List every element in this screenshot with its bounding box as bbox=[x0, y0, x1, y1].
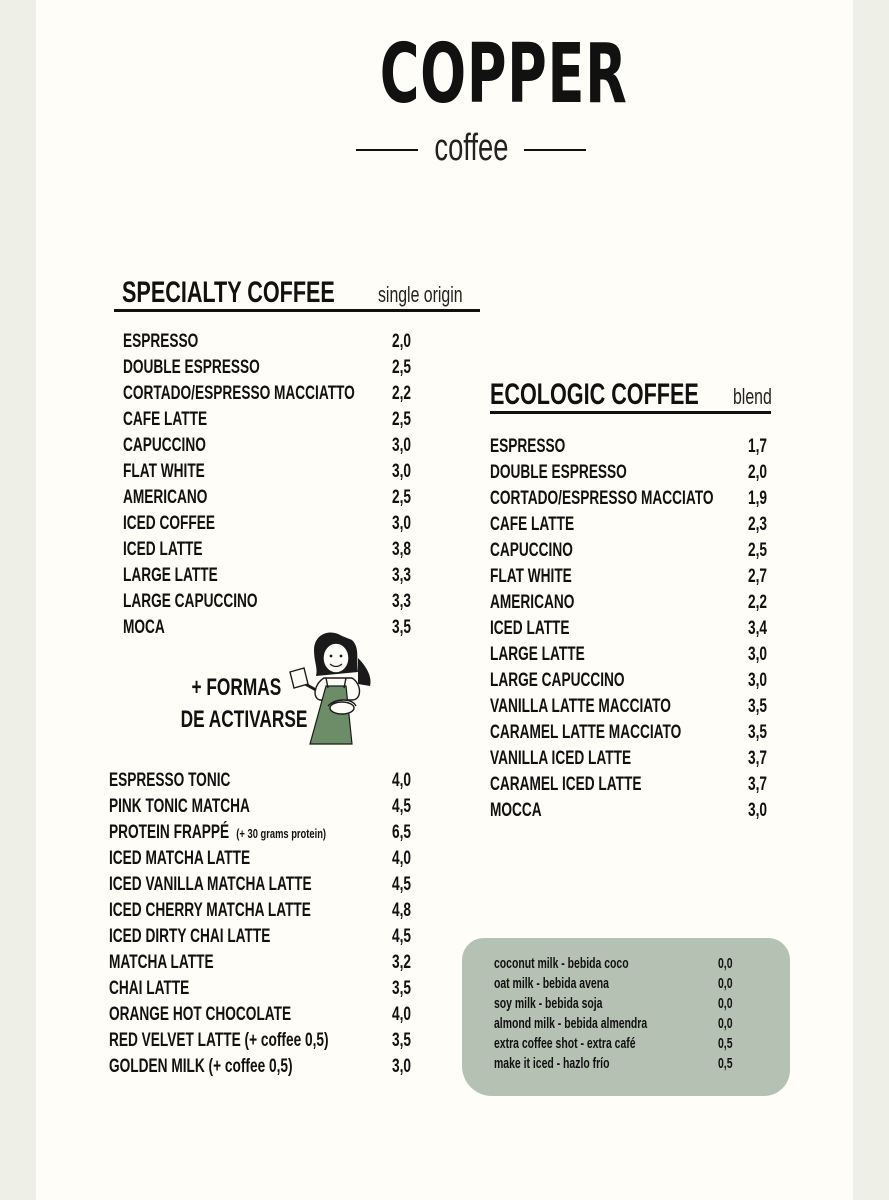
menu-item bbox=[490, 486, 772, 512]
specialty-subtitle-wrap bbox=[378, 282, 495, 308]
item-note: (+ 30 grams protein) bbox=[236, 826, 327, 841]
menu-item bbox=[490, 772, 772, 798]
extra-item bbox=[494, 994, 744, 1014]
formas-line2: DE ACTIVARSE bbox=[180, 706, 308, 733]
ecologic-rule bbox=[490, 411, 771, 414]
extra-price: 0,0 bbox=[718, 996, 733, 1012]
barista-illustration bbox=[286, 628, 376, 746]
item-name: PINK TONIC MATCHA bbox=[109, 796, 250, 817]
item-price: 4,5 bbox=[392, 926, 412, 947]
menu-item bbox=[109, 872, 419, 898]
menu-item bbox=[490, 668, 772, 694]
menu-page bbox=[36, 0, 853, 1200]
item-price: 2,5 bbox=[392, 357, 412, 378]
menu-item bbox=[109, 794, 419, 820]
item-name: CAFE LATTE bbox=[490, 514, 575, 535]
item-name: ICED COFFEE bbox=[123, 513, 215, 534]
menu-item bbox=[109, 924, 419, 950]
item-price: 3,2 bbox=[392, 952, 412, 973]
menu-item bbox=[123, 485, 423, 511]
item-price: 2,3 bbox=[748, 514, 768, 535]
menu-item bbox=[109, 1028, 419, 1054]
item-price: 3,0 bbox=[392, 461, 412, 482]
item-price: 3,5 bbox=[392, 1030, 412, 1051]
item-name: DOUBLE ESPRESSO bbox=[490, 462, 627, 483]
item-name: ESPRESSO bbox=[123, 331, 199, 352]
item-price: 3,5 bbox=[748, 722, 768, 743]
item-name: AMERICANO bbox=[123, 487, 208, 508]
item-price: 4,0 bbox=[392, 1004, 412, 1025]
item-name: ORANGE HOT CHOCOLATE bbox=[109, 1004, 292, 1025]
divider-right bbox=[524, 149, 586, 151]
item-name: CAPUCCINO bbox=[490, 540, 573, 561]
menu-item bbox=[109, 1002, 419, 1028]
item-price: 1,9 bbox=[748, 488, 768, 509]
ecologic-subtitle: blend bbox=[733, 384, 772, 409]
menu-item bbox=[109, 820, 419, 846]
item-name: ESPRESSO TONIC bbox=[109, 770, 231, 791]
item-price: 2,5 bbox=[748, 540, 768, 561]
item-name: ICED LATTE bbox=[123, 539, 203, 560]
item-name: ICED DIRTY CHAI LATTE bbox=[109, 926, 271, 947]
extra-item bbox=[494, 1034, 744, 1054]
item-price: 3,0 bbox=[392, 435, 412, 456]
extra-item bbox=[494, 974, 744, 994]
item-price: 3,8 bbox=[392, 539, 412, 560]
item-name: DOUBLE ESPRESSO bbox=[123, 357, 260, 378]
item-name: VANILLA LATTE MACCIATO bbox=[490, 696, 671, 717]
extra-name: coconut milk - bebida coco bbox=[494, 956, 629, 972]
menu-item bbox=[109, 846, 419, 872]
menu-item bbox=[123, 433, 423, 459]
extra-price: 0,0 bbox=[718, 956, 733, 972]
menu-item bbox=[123, 615, 423, 641]
menu-item bbox=[490, 616, 772, 642]
item-name bbox=[109, 820, 326, 847]
menu-item bbox=[490, 512, 772, 538]
specialty-subtitle: single origin bbox=[378, 282, 463, 307]
item-price: 3,0 bbox=[748, 644, 768, 665]
menu-item bbox=[490, 590, 772, 616]
item-price: 3,3 bbox=[392, 591, 412, 612]
menu-item bbox=[109, 1054, 419, 1080]
item-price: 2,7 bbox=[748, 566, 768, 587]
extra-name: make it iced - hazlo frío bbox=[494, 1056, 610, 1072]
extra-name: extra coffee shot - extra café bbox=[494, 1036, 636, 1052]
extra-price: 0,0 bbox=[718, 1016, 733, 1032]
specialty-title-wrap bbox=[122, 276, 418, 310]
item-name: ICED LATTE bbox=[490, 618, 570, 639]
item-price: 6,5 bbox=[392, 822, 412, 843]
extra-item bbox=[494, 1054, 744, 1074]
item-price: 3,4 bbox=[748, 618, 768, 639]
menu-item bbox=[490, 564, 772, 590]
item-price: 2,0 bbox=[748, 462, 768, 483]
menu-item bbox=[490, 434, 772, 460]
menu-item bbox=[109, 976, 419, 1002]
item-name: CARAMEL LATTE MACCIATO bbox=[490, 722, 682, 743]
item-name: MATCHA LATTE bbox=[109, 952, 214, 973]
extra-name: oat milk - bebida avena bbox=[494, 976, 609, 992]
ecologic-title: ECOLOGIC COFFEE bbox=[490, 378, 699, 411]
formas-line1: + FORMAS bbox=[191, 674, 281, 701]
item-price: 3,7 bbox=[748, 774, 768, 795]
ecologic-subtitle-wrap bbox=[733, 384, 787, 410]
item-name: LARGE CAPUCCINO bbox=[123, 591, 258, 612]
item-name: ICED MATCHA LATTE bbox=[109, 848, 251, 869]
item-price: 3,0 bbox=[392, 513, 412, 534]
menu-item bbox=[490, 538, 772, 564]
menu-item bbox=[490, 720, 772, 746]
menu-item bbox=[123, 329, 423, 355]
item-price: 4,0 bbox=[392, 848, 412, 869]
item-price: 2,5 bbox=[392, 409, 412, 430]
brand-subtitle-wrap bbox=[356, 128, 586, 168]
item-name: FLAT WHITE bbox=[490, 566, 572, 587]
item-name: MOCCA bbox=[490, 800, 542, 821]
menu-item bbox=[123, 407, 423, 433]
extra-name: almond milk - bebida almendra bbox=[494, 1016, 648, 1032]
item-price: 3,5 bbox=[392, 617, 412, 638]
item-name: CORTADO/ESPRESSO MACCIATO bbox=[490, 488, 714, 509]
item-price: 1,7 bbox=[748, 436, 768, 457]
item-price: 4,5 bbox=[392, 874, 412, 895]
item-name: CAFE LATTE bbox=[123, 409, 208, 430]
item-price: 2,2 bbox=[392, 383, 412, 404]
menu-item bbox=[123, 381, 423, 407]
extra-price: 0,0 bbox=[718, 976, 733, 992]
specialty-rule bbox=[114, 309, 480, 312]
item-price: 3,5 bbox=[392, 978, 412, 999]
item-price: 2,5 bbox=[392, 487, 412, 508]
item-name: VANILLA ICED LATTE bbox=[490, 748, 632, 769]
extra-price: 0,5 bbox=[718, 1056, 733, 1072]
item-price: 3,5 bbox=[748, 696, 768, 717]
item-name: LARGE LATTE bbox=[123, 565, 218, 586]
item-price: 4,0 bbox=[392, 770, 412, 791]
item-name: CHAI LATTE bbox=[109, 978, 190, 999]
item-name: AMERICANO bbox=[490, 592, 575, 613]
menu-item bbox=[109, 950, 419, 976]
item-name: RED VELVET LATTE (+ coffee 0,5) bbox=[109, 1030, 329, 1051]
menu-item bbox=[123, 355, 423, 381]
item-name: CAPUCCINO bbox=[123, 435, 206, 456]
item-name: FLAT WHITE bbox=[123, 461, 205, 482]
item-price: 4,8 bbox=[392, 900, 412, 921]
item-name: MOCA bbox=[123, 617, 165, 638]
item-name: CARAMEL ICED LATTE bbox=[490, 774, 642, 795]
specialty-title: SPECIALTY COFFEE bbox=[122, 276, 335, 309]
menu-item bbox=[123, 511, 423, 537]
item-name: LARGE CAPUCCINO bbox=[490, 670, 625, 691]
brand-subtitle: coffee bbox=[433, 127, 509, 169]
extras-box bbox=[462, 938, 790, 1096]
item-price: 2,2 bbox=[748, 592, 768, 613]
item-name: LARGE LATTE bbox=[490, 644, 585, 665]
item-price: 3,0 bbox=[748, 670, 768, 691]
item-name: ESPRESSO bbox=[490, 436, 566, 457]
menu-item bbox=[123, 589, 423, 615]
item-price: 3,0 bbox=[748, 800, 768, 821]
item-price: 3,3 bbox=[392, 565, 412, 586]
brand-name: COPPER bbox=[379, 27, 628, 122]
menu-item bbox=[490, 694, 772, 720]
menu-item bbox=[123, 459, 423, 485]
menu-item bbox=[109, 768, 419, 794]
item-name: GOLDEN MILK (+ coffee 0,5) bbox=[109, 1056, 293, 1077]
item-name-text: PROTEIN FRAPPÉ bbox=[109, 822, 230, 843]
item-name: ICED CHERRY MATCHA LATTE bbox=[109, 900, 311, 921]
brand-logo bbox=[316, 27, 628, 122]
menu-item bbox=[123, 537, 423, 563]
item-price: 2,0 bbox=[392, 331, 412, 352]
menu-item bbox=[490, 460, 772, 486]
item-price: 4,5 bbox=[392, 796, 412, 817]
extra-name: soy milk - bebida soja bbox=[494, 996, 603, 1012]
item-name: CORTADO/ESPRESSO MACCIATTO bbox=[123, 383, 355, 404]
item-price: 3,7 bbox=[748, 748, 768, 769]
menu-item bbox=[490, 746, 772, 772]
item-price: 3,0 bbox=[392, 1056, 412, 1077]
item-name: ICED VANILLA MATCHA LATTE bbox=[109, 874, 312, 895]
menu-item bbox=[490, 798, 772, 824]
menu-item bbox=[123, 563, 423, 589]
menu-item bbox=[490, 642, 772, 668]
extra-item bbox=[494, 954, 744, 974]
extra-price: 0,5 bbox=[718, 1036, 733, 1052]
extra-item bbox=[494, 1014, 744, 1034]
menu-item bbox=[109, 898, 419, 924]
